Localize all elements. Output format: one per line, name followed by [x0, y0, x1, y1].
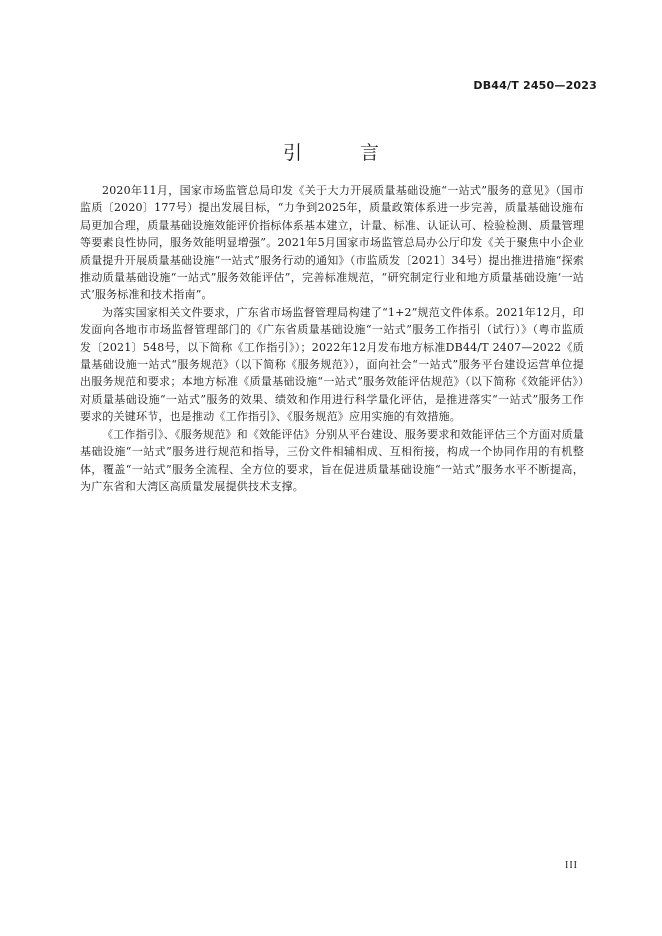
- page-number: III: [565, 860, 578, 871]
- paragraph-3: 《工作指引》、《服务规范》和《效能评估》分别从平台建设、服务要求和效能评估三个方面对质量基础设施“一站式”服务进行规范和指导，三份文件相辅相成、互相衔接，构成一个协同作用的有机整体，覆盖“一站式”服务全流程、全方位的要求，旨在促进质量基础设施“一站式”服务水平不断提高，为广东省和大湾区高质量发展提供技术支撑。: [80, 427, 584, 493]
- page-title: 引 言: [282, 142, 406, 164]
- paragraph-2: 为落实国家相关文件要求，广东省市场监督管理局构建了“1+2”规范文件体系。2021年12月，印发面向各地市市场监督管理部门的《广东省质量基础设施“一站式”服务工作指引（试行）》（粤市监质发〔2021〕548号，以下简称《工作指引》）；2022年12月发布地方标准DB44/T 2407—2022《质量基础设施一站式“服务规范》（以下简称《服务规范》），面向社会“一站式”服务平台建设运营单位提出服务规范和要求；本地方标准《质量基础设施“一站式”服务效能评估规范》（以下简称《效能评估》）对质量基础设施“一站式”服务的效果、绩效和作用进行科学量化评估，是推进落实“一站式”服务工作要求的关键环节，也是推动《工作指引》、《服务规范》应用实施的有效措施。: [80, 305, 584, 424]
- body-text: [80, 182, 584, 495]
- paragraph-1: 2020年11月，国家市场监管总局印发《关于大力开展质量基础设施“一站式”服务的意见》（国市监质〔2020〕177号）提出发展目标，“力争到2025年，质量政策体系进一步完善，质量基础设施布局更加合理，质量基础设施效能评价指标体系基本建立，计量、标准、认证认可、检验检测、质量管理等要素良性协同，服务效能明显增强”。2021年5月国家市场监管总局办公厅印发《关于聚焦中小企业质量提升开展质量基础设施“一站式”服务行动的通知》（市监质发〔2021〕34号）提出推进措施“探索推动质量基础设施“一站式”服务效能评估”，完善标准规范，“研究制定行业和地方质量基础设施‘一站式’服务标准和技术指南”。: [80, 184, 584, 302]
- standard-code: DB44/T 2450—2023: [473, 79, 597, 92]
